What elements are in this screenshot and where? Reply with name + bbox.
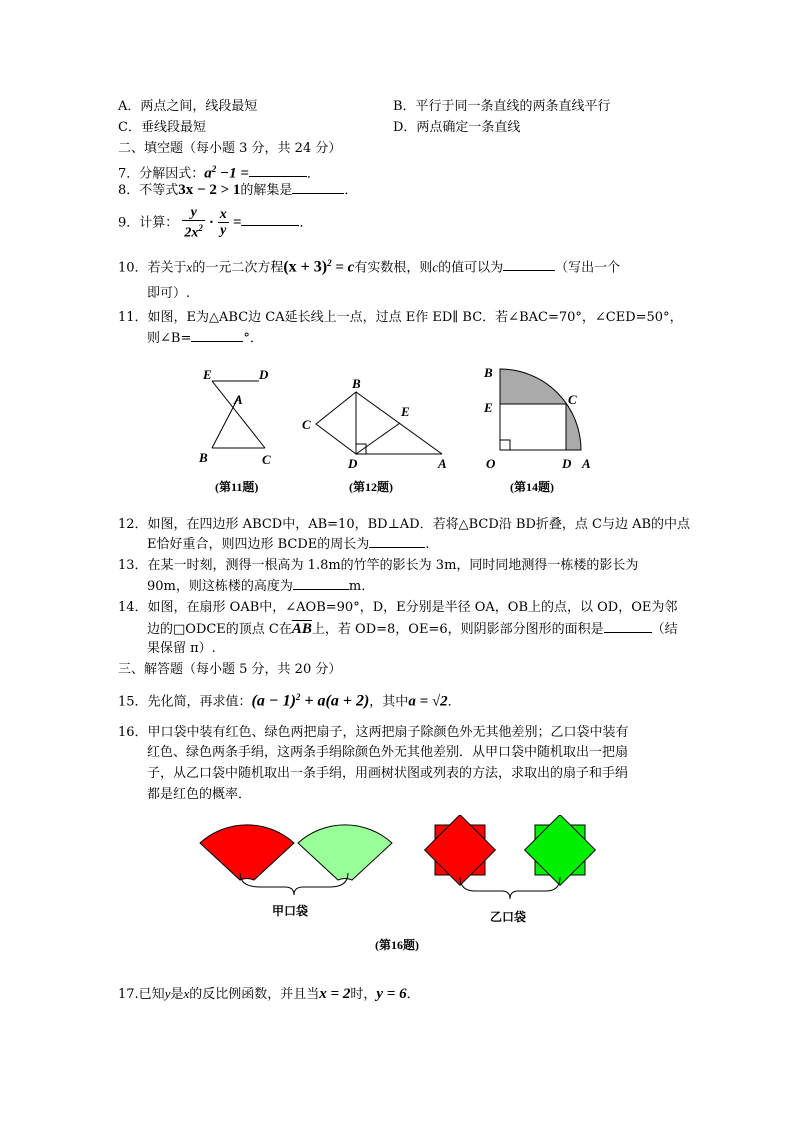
caption-fig11: (第11题)	[215, 480, 259, 494]
red-handkerchief	[425, 815, 496, 885]
triangle-bcd	[316, 392, 356, 454]
label-bag1: 甲口袋	[272, 904, 309, 918]
label-a: A	[234, 392, 243, 407]
answer-blank[interactable]	[369, 535, 425, 548]
option-d: D．两点确定一条直线	[393, 120, 521, 135]
label-c: C	[568, 392, 577, 407]
figure-11	[195, 362, 285, 467]
question-11-cont: 则∠B= °．	[147, 331, 263, 346]
question-13-cont: 90m，则这栋楼的高度为 m．	[147, 579, 375, 594]
green-handkerchief	[525, 815, 596, 885]
question-15: 15．先化简，再求值：$(a - 1)^2 + a(a + 2)$，其中a = √2．	[118, 692, 461, 710]
brace-bag2	[460, 877, 560, 899]
question-7: 7．分解因式：$a^2 -1$ = ．	[118, 164, 320, 182]
option-c: C．垂线段最短	[118, 120, 206, 135]
figure-14	[478, 362, 598, 472]
figure-16	[190, 815, 610, 930]
question-9: 9．计算： $\frac{y}{2x^2}$ · $\frac{x}{y}$ = ．	[118, 205, 313, 241]
question-14-cont: 边的□ODCE的顶点 C在$\overline{AB}$上，若 OD=8，OE=6，则阴影部分图形的面积是 （结	[147, 621, 678, 637]
label-e: E	[484, 400, 493, 415]
answer-blank[interactable]	[293, 577, 349, 590]
label-a: A	[582, 456, 591, 471]
option-a: A．两点之间，线段最短	[118, 99, 258, 114]
figure-12	[298, 372, 453, 472]
label-c: C	[262, 452, 271, 467]
red-fan	[200, 825, 294, 880]
label-c: C	[302, 417, 311, 432]
answer-blank[interactable]	[292, 181, 344, 194]
option-b: B．平行于同一条直线的两条直线平行	[393, 99, 611, 114]
question-12: 12．如图，在四边形 ABCD中，AB=10，BD⊥AD．若将△BCD沿 BD折叠，点 C与边 AB的中点	[118, 517, 691, 532]
question-16-line2: 红色、绿色两条手绢，这两条手绢除颜色外无其他差别．从甲口袋中随机取出一把扇	[147, 745, 629, 760]
section-fill-in-title: 二、填空题（每小题 3 分，共 24 分）	[118, 141, 342, 156]
question-16-line3: 子，从乙口袋中随机取出一条手绢，用画树状图或列表的方法，求取出的扇子和手绢	[147, 766, 629, 781]
label-d: D	[348, 456, 358, 471]
answer-blank[interactable]	[503, 258, 555, 271]
label-b: B	[352, 376, 361, 391]
answer-blank[interactable]	[604, 620, 652, 633]
question-12-cont: E恰好重合，则四边形 BCDE的周长为 .	[147, 537, 430, 552]
question-13: 13．在某一时刻，测得一根高为 1.8m的竹竿的影长为 3m，同时同地测得一栋楼的影长为	[118, 558, 639, 573]
caption-fig14: (第14题)	[510, 480, 554, 494]
line-de	[356, 423, 400, 454]
question-11: 11．如图，E为△ABC边 CA延长线上一点，过点 E作 ED∥ BC．若∠BAC=70°，∠CED=50°，	[118, 310, 683, 325]
caption-fig16: (第16题)	[375, 938, 419, 952]
answer-blank[interactable]	[241, 213, 299, 226]
caption-fig12: (第12题)	[349, 480, 393, 494]
label-d: D	[259, 367, 269, 382]
question-17: 17.已知y是x的反比例函数，并且当x = 2时，y = 6．	[118, 986, 420, 1002]
label-a: A	[438, 456, 447, 471]
question-10-cont: 即可）.	[147, 286, 191, 301]
question-16-line1: 16．甲口袋中装有红色、绿色两把扇子，这两把扇子除颜色外无其他差别；乙口袋中装有	[118, 725, 629, 740]
label-e: E	[203, 367, 212, 382]
question-14-cont2: 果保留 π）.	[147, 641, 216, 656]
section-answer-title: 三、解答题（每小题 5 分，共 20 分）	[118, 662, 342, 677]
label-b: B	[199, 450, 208, 465]
green-fan	[298, 825, 392, 880]
label-o: O	[486, 456, 496, 471]
question-16-line4: 都是红色的概率．	[147, 787, 252, 802]
label-b: B	[484, 365, 493, 380]
question-8: 8．不等式3x − 2 > 1的解集是 ．	[118, 182, 358, 198]
question-14: 14．如图，在扇形 OAB中，∠AOB=90°，D，E分别是半径 OA，OB上的点，以 OD，OE为邻	[118, 600, 678, 615]
label-e: E	[401, 404, 410, 419]
answer-blank[interactable]	[191, 329, 243, 342]
label-d: D	[562, 456, 572, 471]
question-10: 10．若关于x的一元二次方程$(x + 3)^2 = c$有实数根，则c的值可以为 （写出一个	[118, 258, 621, 276]
label-bag2: 乙口袋	[490, 910, 527, 924]
answer-blank[interactable]	[249, 164, 307, 177]
